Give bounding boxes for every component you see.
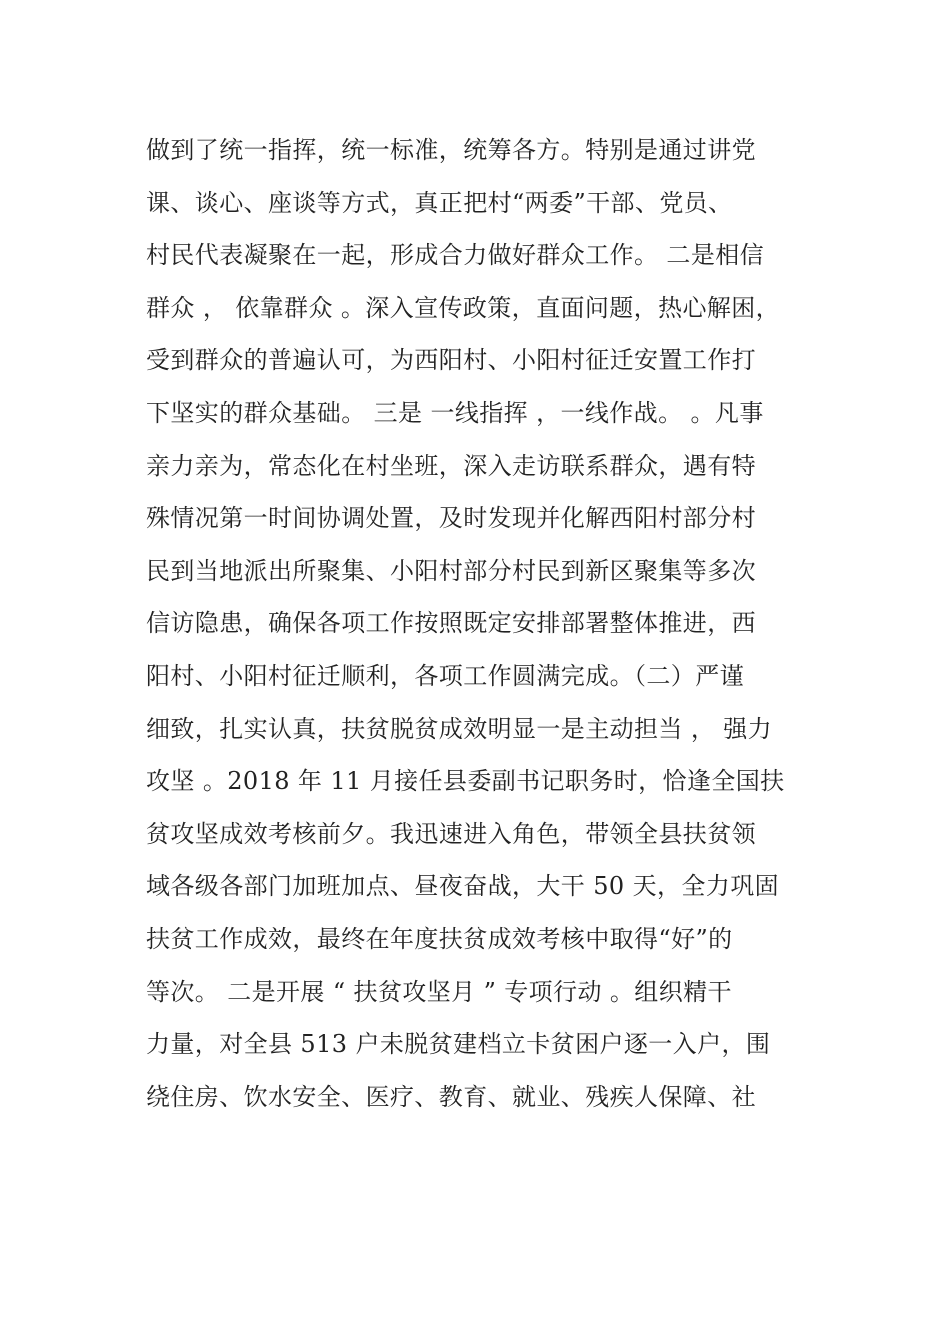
text-line: 受到群众的普遍认可，为西阳村、小阳村征迁安置工作打: [146, 346, 756, 375]
text-line: 细致，扎实认真，扶贫脱贫成效明显一是主动担当 ， 强力: [146, 714, 773, 743]
text-line: 绕住房、饮水安全、医疗、教育、就业、残疾人保障、社: [146, 1082, 756, 1111]
text-line: 村民代表凝聚在一起，形成合力做好群众工作。 二是相信: [146, 241, 765, 270]
text-line: 扶贫工作成效，最终在年度扶贫成效考核中取得“好”的: [146, 924, 733, 953]
text-line: 民到当地派出所聚集、小阳村部分村民到新区聚集等多次: [146, 556, 756, 585]
text-line: 殊情况第一时间协调处置，及时发现并化解西阳村部分村: [146, 504, 756, 533]
text-line: 做到了统一指挥，统一标准，统筹各方。特别是通过讲党: [146, 136, 756, 164]
text-line: 力量，对全县 513 户未脱贫建档立卡贫困户逐一入户，围: [146, 1030, 771, 1059]
text-line: 亲力亲为，常态化在村坐班，深入走访联系群众，遇有特: [146, 451, 756, 480]
text-line: 攻坚 。2018 年 11 月接任县委副书记职务时，恰逢全国扶: [146, 767, 785, 796]
text-line: 群众 ， 依靠群众 。深入宣传政策，直面问题，热心解困，: [146, 293, 781, 322]
text-line: 课、谈心、座谈等方式，真正把村“两委”干部、党员、: [146, 188, 733, 217]
text-line: 下坚实的群众基础。 三是 一线指挥 ，一线作战。 。凡事: [146, 398, 764, 427]
text-line: 等次。 二是开展 “ 扶贫攻坚月 ” 专项行动 。组织精干: [146, 977, 732, 1006]
body-text: [146, 124, 806, 1123]
text-line: 贫攻坚成效考核前夕。我迅速进入角色，带领全县扶贫领: [146, 819, 756, 848]
text-line: 信访隐患，确保各项工作按照既定安排部署整体推进，西: [146, 609, 756, 638]
text-line: 阳村、小阳村征迁顺利，各项工作圆满完成。（二）严谨: [146, 661, 744, 690]
text-line: 域各级各部门加班加点、昼夜奋战，大干 50 天，全力巩固: [146, 872, 779, 901]
